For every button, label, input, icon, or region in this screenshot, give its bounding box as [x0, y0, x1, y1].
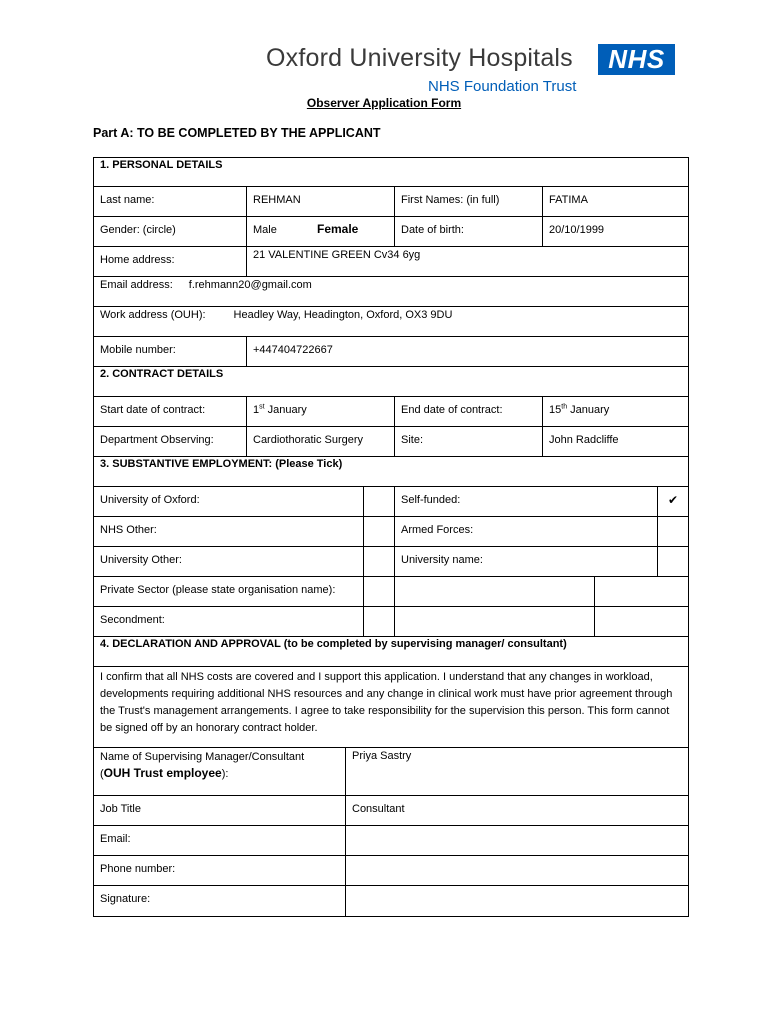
- phone-field[interactable]: [345, 856, 688, 885]
- home-address-label: Home address:: [100, 254, 175, 266]
- row-name: [93, 187, 689, 217]
- end-day: 15: [549, 404, 562, 416]
- oxford-label: University of Oxford:: [100, 494, 200, 506]
- last-name-label: Last name:: [100, 194, 155, 206]
- end-date-label: End date of contract:: [394, 397, 542, 426]
- work-address-value[interactable]: Headley Way, Headington, Oxford, OX3 9DU: [233, 309, 453, 321]
- mobile-label: Mobile number:: [100, 344, 176, 356]
- email-value[interactable]: f.rehmann20@gmail.com: [188, 279, 312, 291]
- row-phone: [93, 856, 689, 886]
- dob-value[interactable]: 20/10/1999: [542, 217, 688, 246]
- section-title: 1. PERSONAL DETAILS: [100, 159, 223, 171]
- row-employment-5: [93, 607, 689, 637]
- gender-male[interactable]: Male: [253, 224, 277, 236]
- manager-label: [94, 748, 345, 795]
- section-title: 3. SUBSTANTIVE EMPLOYMENT: (Please Tick): [100, 458, 343, 470]
- secondment-extra-field[interactable]: [594, 607, 688, 636]
- brand-trust: NHS Foundation Trust: [428, 78, 577, 95]
- section-contract-header: [93, 367, 689, 397]
- row-department: [93, 427, 689, 457]
- gender-label: Gender: (circle): [100, 224, 176, 236]
- secondment-tickbox[interactable]: [363, 607, 394, 636]
- university-other-tickbox[interactable]: [363, 547, 394, 576]
- application-form: [93, 157, 689, 917]
- private-sector-name-field[interactable]: [394, 577, 594, 606]
- row-mobile: [93, 337, 689, 367]
- university-name-label: University name:: [394, 547, 657, 576]
- secondment-label: Secondment:: [100, 614, 165, 626]
- site-label: Site:: [394, 427, 542, 456]
- manager-name-value[interactable]: Priya Sastry: [345, 748, 688, 795]
- manager-label-open: (: [100, 768, 104, 780]
- section-title: 2. CONTRACT DETAILS: [100, 368, 224, 380]
- dob-label: Date of birth:: [394, 217, 542, 246]
- work-address-line: [94, 307, 688, 336]
- work-address-label: Work address (OUH):: [100, 309, 206, 321]
- private-sector-label: Private Sector (please state organisation name):: [100, 584, 336, 596]
- department-value[interactable]: Cardiothoratic Surgery: [246, 427, 394, 456]
- signature-label: Signature:: [100, 893, 151, 905]
- row-contract-dates: [93, 397, 689, 427]
- manager-label-line1: Name of Supervising Manager/Consultant: [100, 751, 305, 763]
- email-label: Email address:: [100, 279, 173, 291]
- start-month: January: [267, 404, 307, 416]
- end-date-value[interactable]: [542, 397, 688, 426]
- gender-options[interactable]: [246, 217, 394, 246]
- supervisor-email-field[interactable]: [345, 826, 688, 855]
- supervisor-email-label: Email:: [100, 833, 131, 845]
- row-email: [93, 277, 689, 307]
- section-title: 4. DECLARATION AND APPROVAL (to be completed by supervising manager/ consultant): [100, 638, 567, 650]
- row-employment-4: [93, 577, 689, 607]
- private-sector-tickbox[interactable]: [363, 577, 394, 606]
- armed-forces-label: Armed Forces:: [394, 517, 657, 546]
- section-personal-header: [93, 157, 689, 187]
- signature-field[interactable]: [345, 886, 688, 916]
- first-names-label: First Names: (in full): [394, 187, 542, 216]
- self-funded-label: Self-funded:: [394, 487, 657, 516]
- self-funded-tickbox[interactable]: ✔: [657, 487, 688, 516]
- row-job-title: [93, 796, 689, 826]
- row-supervisor-email: [93, 826, 689, 856]
- manager-label-bold: OUH Trust employee: [103, 766, 222, 780]
- start-date-value[interactable]: [246, 397, 394, 426]
- start-day: 1: [253, 404, 260, 416]
- row-employment-1: [93, 487, 689, 517]
- section-declaration-header: [93, 637, 689, 667]
- armed-forces-tickbox[interactable]: [657, 517, 688, 546]
- end-day-suffix: th: [561, 403, 568, 411]
- site-value[interactable]: John Radcliffe: [542, 427, 688, 456]
- job-title-value[interactable]: Consultant: [345, 796, 688, 825]
- university-name-field[interactable]: [657, 547, 688, 576]
- manager-label-close: ):: [221, 768, 229, 780]
- part-heading: Part A: TO BE COMPLETED BY THE APPLICANT: [93, 126, 381, 140]
- oxford-tickbox[interactable]: [363, 487, 394, 516]
- start-day-suffix: st: [259, 403, 265, 411]
- nhs-other-tickbox[interactable]: [363, 517, 394, 546]
- row-gender: [93, 217, 689, 247]
- phone-label: Phone number:: [100, 863, 176, 875]
- row-work-address: [93, 307, 689, 337]
- row-employment-2: [93, 517, 689, 547]
- declaration-text: I confirm that all NHS costs are covered and I support this application. I understand that any changes in workload, developments requiring additional NHS resources and any change in clinical work must have prior agreement through the Trust's management arrangements. I agree to take responsibility for the supervision this person. This form cannot be signed off by an honorary contract holder.: [100, 671, 673, 734]
- row-signature: [93, 886, 689, 917]
- gender-female[interactable]: Female: [317, 222, 359, 236]
- row-declaration-text: [93, 667, 689, 748]
- row-employment-3: [93, 547, 689, 577]
- form-title: Observer Application Form: [306, 96, 462, 110]
- department-label: Department Observing:: [100, 434, 214, 446]
- page-header: [0, 0, 768, 140]
- mobile-value[interactable]: +447404722667: [246, 337, 688, 366]
- private-sector-extra-field[interactable]: [594, 577, 688, 606]
- row-manager: [93, 748, 689, 796]
- university-other-label: University Other:: [100, 554, 182, 566]
- home-address-value[interactable]: 21 VALENTINE GREEN Cv34 6yg: [246, 247, 688, 276]
- end-month: January: [570, 404, 610, 416]
- nhs-other-label: NHS Other:: [100, 524, 157, 536]
- row-home-address: [93, 247, 689, 277]
- job-title-label: Job Title: [100, 803, 141, 815]
- section-employment-header: [93, 457, 689, 487]
- first-names-value[interactable]: FATIMA: [542, 187, 688, 216]
- nhs-logo: NHS: [598, 44, 675, 75]
- start-date-label: Start date of contract:: [100, 404, 206, 416]
- secondment-detail-field[interactable]: [394, 607, 594, 636]
- email-line: [94, 277, 688, 306]
- brand-name: Oxford University Hospitals: [266, 44, 573, 72]
- last-name-value[interactable]: REHMAN: [246, 187, 394, 216]
